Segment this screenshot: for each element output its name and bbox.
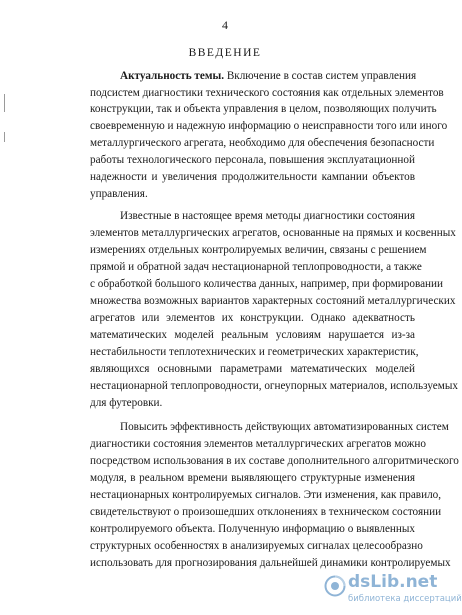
- paragraph-line: контролируемого объекта. Полученную информацию о выявленных: [90, 523, 415, 535]
- section-heading: ВВЕДЕНИЕ: [188, 47, 262, 59]
- watermark-tagline: библиотека диссертаций: [348, 594, 462, 604]
- paragraph-line: нестационарных контролируемых сигналов. Эти изменения, как правило,: [90, 489, 442, 501]
- paragraph-line: множества возможных вариантов характерных состояний металлургических: [90, 295, 456, 307]
- scan-margin-mark: [4, 94, 5, 112]
- paragraph-line: посредством использования в их составе дополнительного алгоритмического: [90, 455, 459, 467]
- paragraph-line: надежности и увеличения продолжительности кампании объектов: [90, 171, 415, 183]
- relevance-lead: Актуальность темы.: [120, 70, 225, 82]
- dslib-logo-icon: [324, 575, 346, 597]
- paragraph-line: Известные в настоящее время методы диагностики состояния: [120, 210, 415, 222]
- paragraph-line: диагностики состояния элементов металлургических агрегатов можно: [90, 438, 426, 450]
- paragraph-line: для футеровки.: [90, 397, 163, 409]
- paragraph-line: измерениях отдельных контролируемых величин, связаны с решением: [90, 244, 427, 256]
- paragraph-line: свидетельствуют о произошедших отклонениях в техническом состоянии: [90, 506, 442, 518]
- paragraph-line: управления.: [90, 188, 148, 200]
- paragraph-line: являющихся основными параметрами математических моделей: [90, 363, 415, 375]
- paragraph-line: нестабильности теплотехнических и геометрических характеристик,: [90, 346, 419, 358]
- paragraph-line: металлургического агрегата, необходимо для обеспечения безопасности: [90, 137, 435, 149]
- paragraph-line: нестационарной теплопроводности, огнеупорных материалов, используемых: [90, 380, 458, 392]
- paragraph-line: математических моделей реальным условиям нарушается из-за: [90, 329, 415, 341]
- paragraph-line: прямой и обратной задач нестационарной теплопроводности, а также: [90, 261, 422, 273]
- paragraph-line: с обработкой большого количества данных, например, при формировании: [90, 278, 444, 290]
- page-number: 4: [222, 18, 228, 32]
- scan-margin-mark: [4, 132, 5, 142]
- paragraph-line: работы технологического персонала, повышения эксплуатационной: [90, 154, 415, 166]
- paragraph-line: элементов металлургических агрегатов, основанные на прямых и косвенных: [90, 227, 456, 239]
- watermark-site-name: dsLib.net: [348, 572, 438, 592]
- paragraph-line: структурных особенностях в анализируемых сигналах целесообразно: [90, 540, 423, 552]
- paragraph-line: модуля, в реальном времени выявляющего структурные изменения: [90, 472, 415, 484]
- paragraph-line: агрегатов или элементов их конструкции. Однако адекватность: [90, 312, 415, 324]
- paragraph-line: Актуальность темы. Включение в состав систем управления: [120, 70, 417, 82]
- dslib-watermark[interactable]: [324, 572, 462, 609]
- paragraph-line: использовать для прогнозирования дальнейшей динамики контролируемых: [90, 557, 451, 569]
- paragraph-line: конструкции, так и объекта управления в целом, позволяющих получить: [90, 103, 437, 115]
- paragraph-line: своевременную и надежную информацию о неисправности того или иного: [90, 120, 448, 132]
- paragraph-line: Повысить эффективность действующих автоматизированных систем: [120, 421, 449, 433]
- paragraph-line: подсистем диагностики технического состояния как отдельных элементов: [90, 87, 444, 99]
